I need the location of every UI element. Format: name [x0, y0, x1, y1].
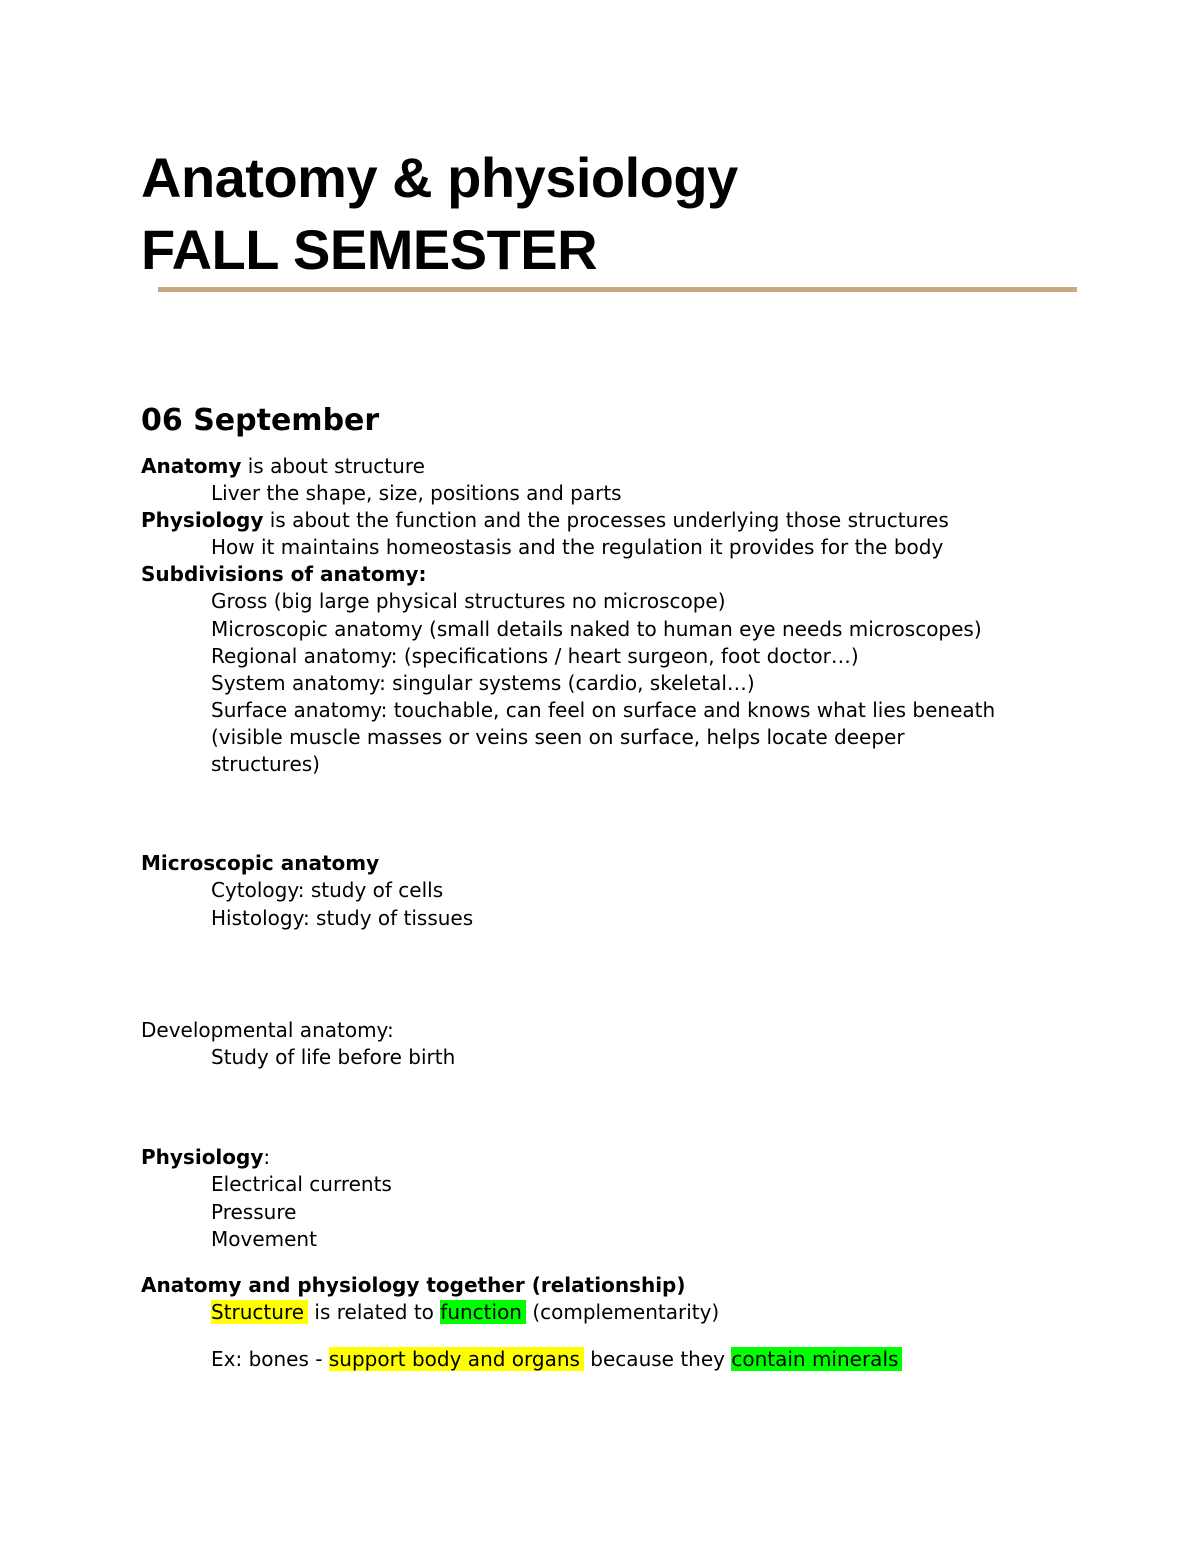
list-item: Pressure: [211, 1200, 297, 1224]
section-heading: Subdivisions of anatomy:: [141, 562, 427, 586]
section-heading: Anatomy and physiology together (relationship): [141, 1273, 686, 1297]
list-item: Study of life before birth: [211, 1045, 456, 1069]
relationship-line: Structure is related to function (complementarity): [211, 1300, 720, 1324]
example-line: Ex: bones - support body and organs because they contain minerals: [211, 1346, 902, 1373]
note-line: Liver the shape, size, positions and parts: [211, 481, 622, 505]
list-item: (visible muscle masses or veins seen on surface, helps locate deeper: [211, 725, 905, 749]
list-item: System anatomy: singular systems (cardio, skeletal…): [211, 671, 755, 695]
list-item: Microscopic anatomy (small details naked to human eye needs microscopes): [211, 617, 982, 641]
term-physiology: Physiology: [141, 508, 264, 532]
highlight-support: support body and organs: [329, 1347, 584, 1371]
list-item: Cytology: study of cells: [211, 878, 444, 902]
list-item: Movement: [211, 1227, 317, 1251]
highlight-function: function: [440, 1300, 526, 1324]
note-line: How it maintains homeostasis and the regulation it provides for the body: [211, 535, 944, 559]
term-anatomy: Anatomy: [141, 454, 242, 478]
document-title: Anatomy & physiology: [141, 146, 738, 209]
highlight-structure: Structure: [211, 1300, 308, 1324]
list-item: Histology: study of tissues: [211, 906, 474, 930]
highlight-minerals: contain minerals: [731, 1347, 902, 1371]
list-item: Surface anatomy: touchable, can feel on surface and knows what lies beneath: [211, 698, 996, 722]
list-item: structures): [211, 752, 320, 776]
list-item: Gross (big large physical structures no microscope): [211, 589, 726, 613]
document-subtitle: FALL SEMESTER: [141, 218, 598, 281]
list-item: Electrical currents: [211, 1172, 392, 1196]
note-line: Anatomy is about structure: [141, 454, 425, 478]
date-heading: 06 September: [141, 403, 380, 438]
title-divider: [158, 287, 1077, 292]
list-item: Regional anatomy: (specifications / heart surgeon, foot doctor…): [211, 644, 859, 668]
section-heading: Microscopic anatomy: [141, 851, 380, 875]
section-heading: Physiology:: [141, 1145, 271, 1169]
note-line: Physiology is about the function and the processes underlying those structures: [141, 508, 949, 532]
section-heading: Developmental anatomy:: [141, 1018, 394, 1042]
